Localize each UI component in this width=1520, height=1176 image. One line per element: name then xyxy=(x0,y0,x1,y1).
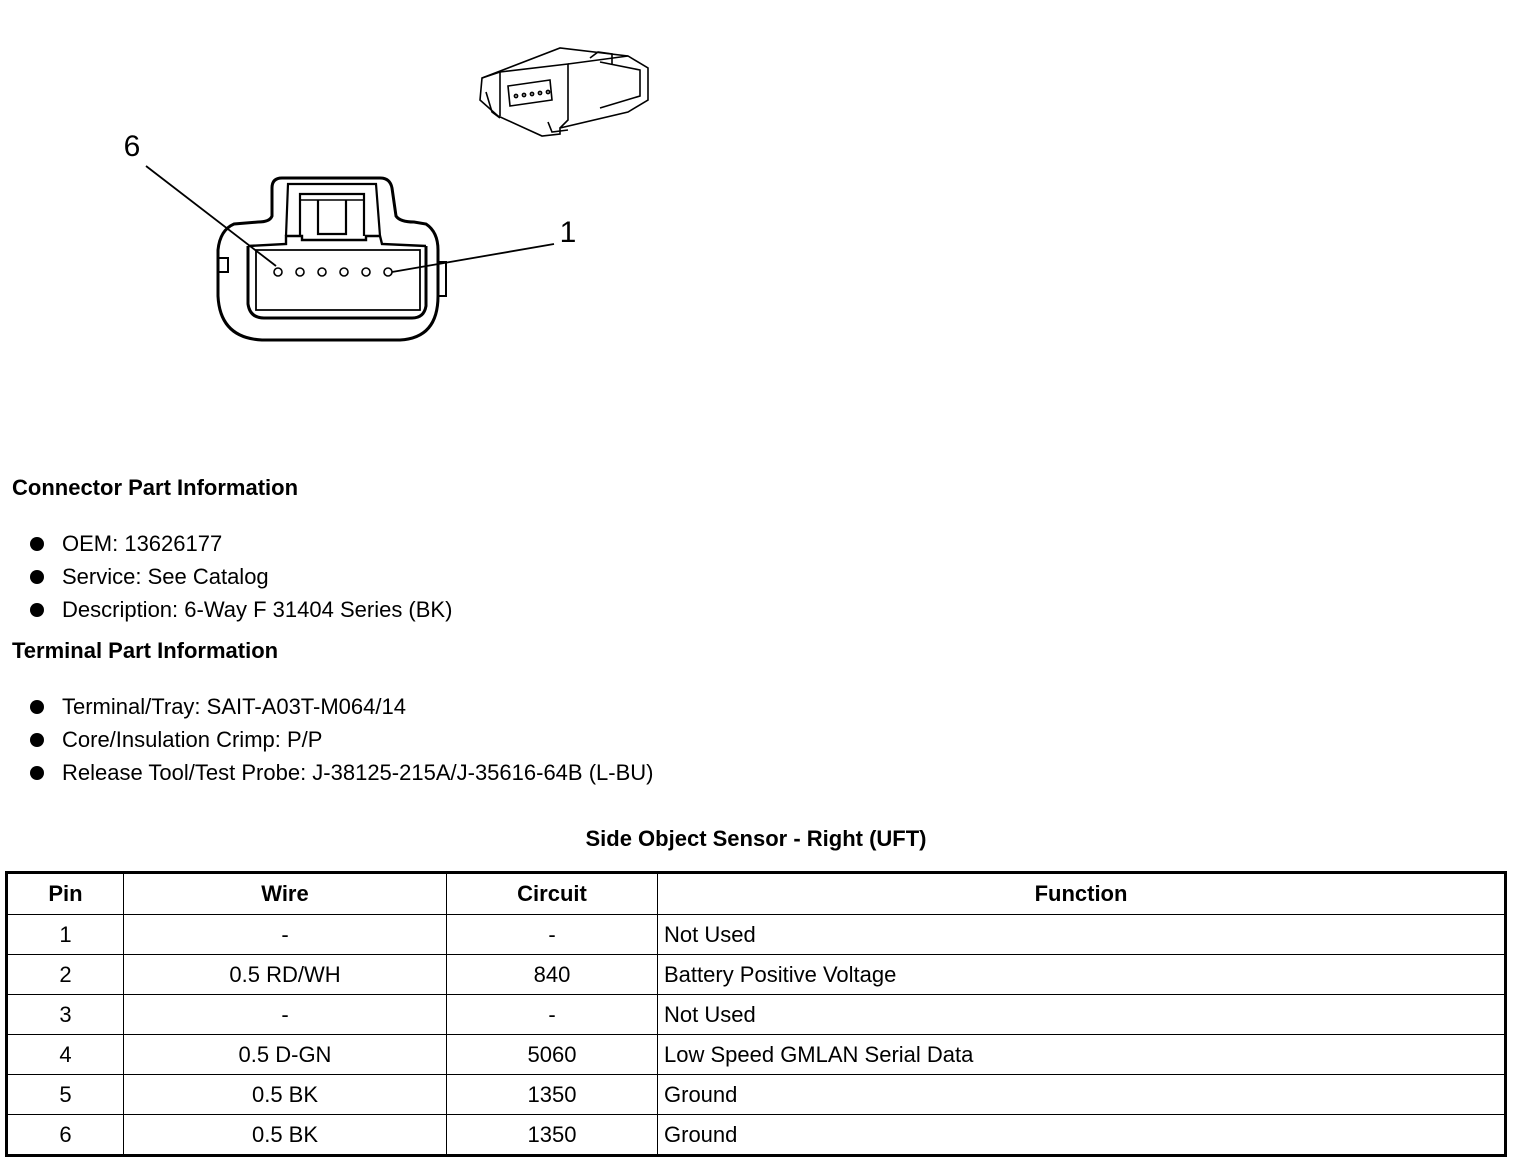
cell-wire: 0.5 D-GN xyxy=(124,1035,447,1075)
connector-part-info-heading: Connector Part Information xyxy=(12,475,299,500)
bullet-icon xyxy=(30,766,44,780)
terminal-part-info-heading: Terminal Part Information xyxy=(12,638,279,663)
pinout-table xyxy=(5,871,1507,1157)
bullet-icon xyxy=(30,603,44,617)
bullet-icon xyxy=(30,700,44,714)
cell-pin: 5 xyxy=(7,1075,124,1115)
cell-wire: 0.5 RD/WH xyxy=(124,955,447,995)
cell-function: Ground xyxy=(658,1115,1506,1156)
header-wire: Wire xyxy=(124,873,447,915)
cell-wire: 0.5 BK xyxy=(124,1115,447,1156)
cell-wire: 0.5 BK xyxy=(124,1075,447,1115)
cell-pin: 1 xyxy=(7,915,124,955)
header-pin: Pin xyxy=(7,873,124,915)
cell-function: Not Used xyxy=(658,915,1506,955)
bullet-icon xyxy=(30,537,44,551)
cell-pin: 2 xyxy=(7,955,124,995)
connector-face xyxy=(218,178,446,340)
callout-leader-6 xyxy=(146,166,276,266)
list-item xyxy=(28,690,653,723)
list-item xyxy=(28,527,452,560)
callout-pin-1: 1 xyxy=(559,216,577,249)
pin-cavity-4 xyxy=(318,268,326,276)
cell-circuit: 5060 xyxy=(447,1035,658,1075)
terminal-crimp: Core/Insulation Crimp: P/P xyxy=(62,727,323,752)
table-row xyxy=(7,955,1506,995)
table-row xyxy=(7,915,1506,955)
connector-description: Description: 6-Way F 31404 Series (BK) xyxy=(62,597,453,622)
table-row xyxy=(7,1115,1506,1156)
pin-cavities xyxy=(274,268,392,276)
header-circuit: Circuit xyxy=(447,873,658,915)
pin-cavity-5 xyxy=(296,268,304,276)
list-item xyxy=(28,593,452,626)
bullet-icon xyxy=(30,570,44,584)
connector-service: Service: See Catalog xyxy=(62,564,269,589)
callout-pin-6: 6 xyxy=(123,130,141,163)
table-header-row xyxy=(7,873,1506,915)
cell-function: Low Speed GMLAN Serial Data xyxy=(658,1035,1506,1075)
pin-cavity-6 xyxy=(274,268,282,276)
cell-circuit: 840 xyxy=(447,955,658,995)
cell-pin: 3 xyxy=(7,995,124,1035)
terminal-part-info-list xyxy=(28,690,653,789)
cell-circuit: - xyxy=(447,995,658,1035)
pin-cavity-2 xyxy=(362,268,370,276)
pin-cavity-3 xyxy=(340,268,348,276)
cell-function: Battery Positive Voltage xyxy=(658,955,1506,995)
cell-pin: 6 xyxy=(7,1115,124,1156)
connector-part-info-list xyxy=(28,527,452,626)
cell-circuit: 1350 xyxy=(447,1115,658,1156)
list-item xyxy=(28,723,653,756)
cell-pin: 4 xyxy=(7,1035,124,1075)
terminal-tray: Terminal/Tray: SAIT-A03T-M064/14 xyxy=(62,694,406,719)
callout-leader-1 xyxy=(392,244,554,272)
table-row xyxy=(7,1035,1506,1075)
cell-function: Ground xyxy=(658,1075,1506,1115)
connector-oem: OEM: 13626177 xyxy=(62,531,223,556)
cell-circuit: 1350 xyxy=(447,1075,658,1115)
terminal-release-tool: Release Tool/Test Probe: J-38125-215A/J-35616-64B (L-BU) xyxy=(62,760,654,785)
pin-cavity-1 xyxy=(384,268,392,276)
header-function: Function xyxy=(658,873,1506,915)
cell-wire: - xyxy=(124,995,447,1035)
connector-3d-illustration xyxy=(480,48,648,136)
cell-function: Not Used xyxy=(658,995,1506,1035)
list-item xyxy=(28,560,452,593)
connector-diagram xyxy=(0,0,760,440)
pinout-table-title: Side Object Sensor - Right (UFT) xyxy=(585,826,927,851)
table-row xyxy=(7,1075,1506,1115)
table-row xyxy=(7,995,1506,1035)
bullet-icon xyxy=(30,733,44,747)
list-item xyxy=(28,756,653,789)
cell-wire: - xyxy=(124,915,447,955)
cell-circuit: - xyxy=(447,915,658,955)
